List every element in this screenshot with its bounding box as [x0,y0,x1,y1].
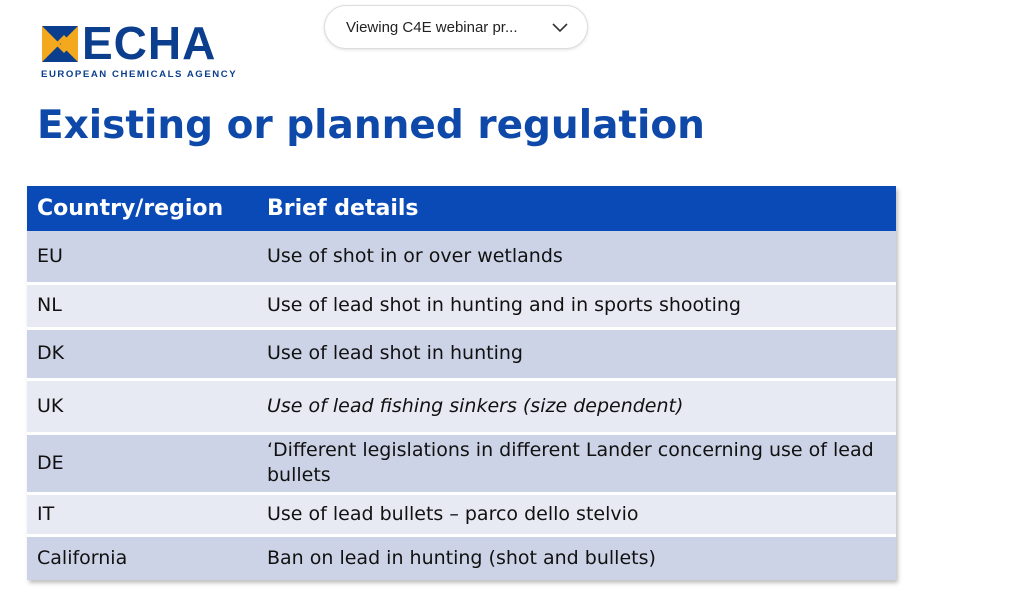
table-row [27,283,896,328]
column-header-country: Country/region [27,186,257,231]
table-row [27,493,896,535]
country-cell: NL [27,283,257,328]
details-cell: ‘Different legislations in different Lander concerning use of lead bullets [257,433,896,493]
table-row [27,433,896,493]
table-row [27,231,896,283]
country-cell: California [27,535,257,580]
country-cell: DE [27,433,257,493]
regulation-table [27,186,896,580]
table-row [27,328,896,379]
details-cell: Use of lead shot in hunting [257,328,896,379]
table-header-row [27,186,896,231]
country-cell: EU [27,231,257,283]
echa-emblem-icon [42,26,78,62]
details-cell: Use of lead fishing sinkers (size dependent) [257,379,896,433]
table-row [27,535,896,580]
country-cell: UK [27,379,257,433]
viewing-label: Viewing C4E webinar pr... [346,18,518,36]
column-header-details: Brief details [257,186,896,231]
chevron-down-icon [551,18,569,36]
echa-logo [40,17,260,84]
country-cell: IT [27,493,257,535]
agency-name: EUROPEAN CHEMICALS AGENCY [41,69,238,80]
table-row [27,379,896,433]
echa-wordmark: ECHA [82,17,217,69]
viewing-presentation-dropdown[interactable] [324,5,588,49]
details-cell: Use of lead shot in hunting and in sports shooting [257,283,896,328]
details-cell: Use of shot in or over wetlands [257,231,896,283]
country-cell: DK [27,328,257,379]
details-cell: Ban on lead in hunting (shot and bullets) [257,535,896,580]
slide-title: Existing or planned regulation [37,103,705,148]
details-cell: Use of lead bullets – parco dello stelvio [257,493,896,535]
